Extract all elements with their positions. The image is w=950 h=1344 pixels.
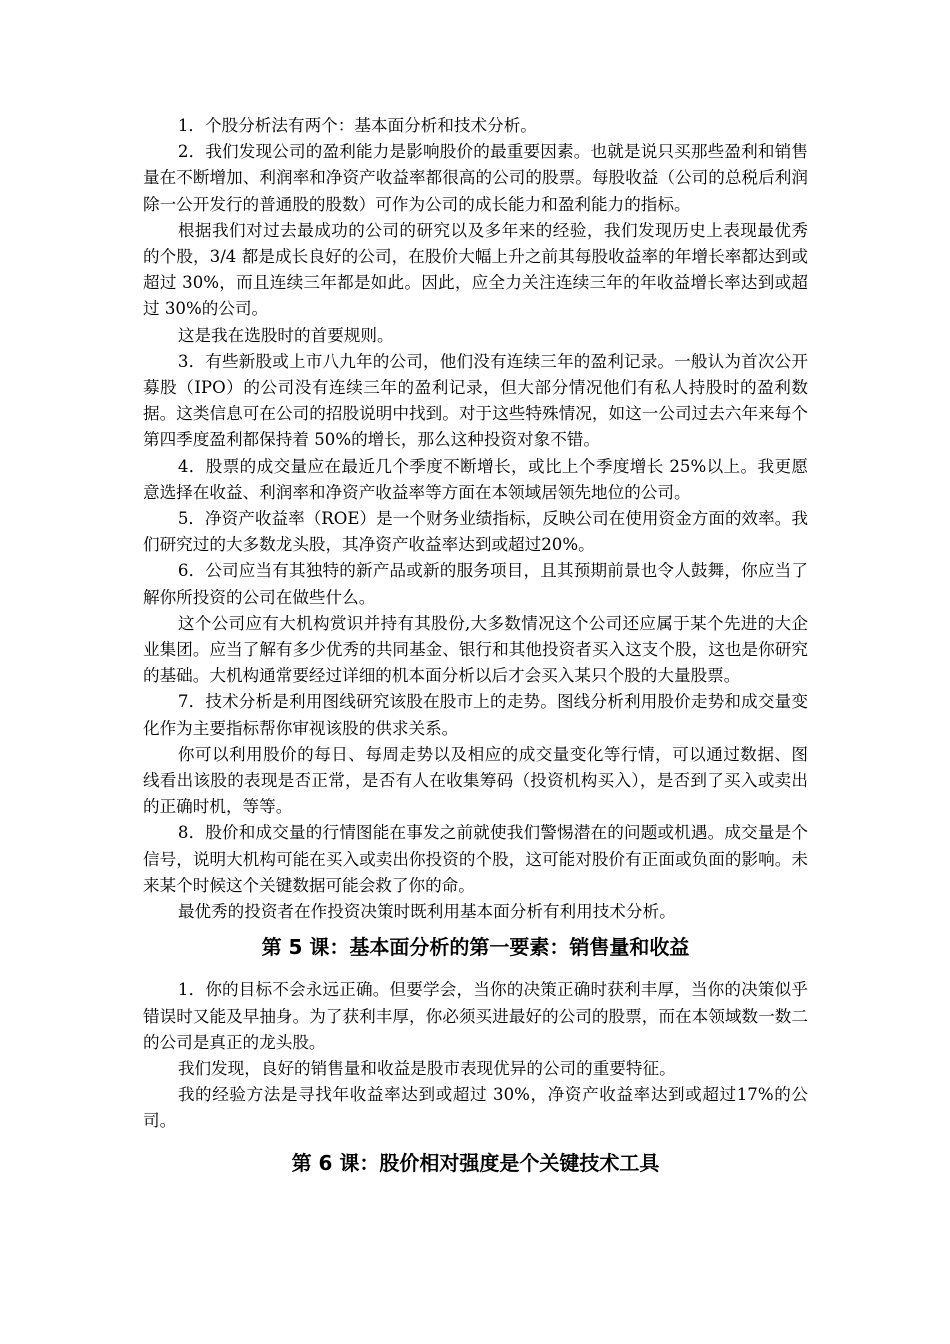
paragraph: 6．公司应当有其独特的新产品或新的服务项目，且其预期前景也令人鼓舞，你应当了解你所投资的公司在做些什么。 — [143, 561, 808, 607]
paragraph: 我们发现，良好的销售量和收益是股市表现优异的公司的重要特征。 — [177, 1058, 676, 1078]
document-page — [143, 113, 808, 1179]
paragraph: 最优秀的投资者在作投资决策时既利用基本面分析有利用技术分析。 — [177, 902, 676, 922]
paragraph: 5．净资产收益率（ROE）是一个财务业绩指标，反映公司在使用资金方面的效率。我们研究过的大多数龙头股，其净资产收益率达到或超过20%。 — [143, 509, 808, 555]
paragraph: 4．股票的成交量应在最近几个季度不断增长，或比上个季度增长 25%以上。我更愿意选择在收益、利润率和净资产收益率等方面在本领域居领先地位的公司。 — [143, 456, 808, 502]
paragraph: 这个公司应有大机构赏识并持有其股份,大多数情况这个公司还应属于某个先进的大企业集团。应当了解有多少优秀的共同基金、银行和其他投资者买入这支个股，这也是你研究的基础。大机构通常要经过详细的机本面分析以后才会买入某只个股的大量股票。 — [143, 613, 808, 686]
paragraph: 1．你的目标不会永远正确。但要学会，当你的决策正确时获利丰厚，当你的决策似乎错误时又能及早抽身。为了获利丰厚，你必须买进最好的公司的股票，而在本领域数一数二的公司是真正的龙头股。 — [143, 980, 808, 1052]
paragraph: 2．我们发现公司的盈利能力是影响股价的最重要因素。也就是说只买那些盈利和销售量在不断增加、利润率和净资产收益率都很高的公司的股票。每股收益（公司的总税后利润除一公开发行的普通股的股数）可作为公司的成长能力和盈利能力的指标。 — [143, 142, 808, 214]
paragraph: 这是我在选股时的首要规则。 — [177, 325, 394, 345]
paragraph: 7．技术分析是利用图线研究该股在股市上的走势。图线分析利用股价走势和成交量变化作为主要指标帮你审视该股的供求关系。 — [143, 692, 808, 738]
paragraph: 根据我们对过去最成功的公司的研究以及多年来的经验，我们发现历史上表现最优秀的个股，3/4 都是成长良好的公司，在股价大幅上升之前其每股收益率的年增长率都达到或超过 30%，而且连续三年都是如此。因此，应全力关注连续三年的年收益增长率达到或超过 30%的公司。 — [143, 220, 808, 319]
section-heading-lesson-5: 第 5 课：基本面分析的第一要素：销售量和收益 — [261, 935, 690, 960]
paragraph: 我的经验方法是寻找年收益率达到或超过 30%，净资产收益率达到或超过17%的公司。 — [143, 1085, 808, 1131]
paragraph: 3．有些新股或上市八九年的公司，他们没有连续三年的盈利记录。一般认为首次公开募股（IPO）的公司没有连续三年的盈利记录，但大部分情况他们有私人持股时的盈利数据。这类信息可在公司的招股说明中找到。对于这些特殊情况，如这一公司过去六年来每个第四季度盈利都保持着 50%的增长，那么这种投资对象不错。 — [143, 351, 808, 450]
section-heading-lesson-6: 第 6 课：股价相对强度是个关键技术工具 — [291, 1150, 660, 1175]
paragraph: 1．个股分析法有两个：基本面分析和技术分析。 — [177, 116, 537, 135]
paragraph: 8．股价和成交量的行情图能在事发之前就使我们警惕潜在的问题或机遇。成交量是个信号，说明大机构可能在买入或卖出你投资的个股，这可能对股价有正面或负面的影响。未来某个时候这个关键数据可能会救了你的命。 — [143, 823, 808, 895]
paragraph: 你可以利用股价的每日、每周走势以及相应的成交量变化等行情，可以通过数据、图线看出该股的表现是否正常，是否有人在收集筹码（投资机构买入），是否到了买入或卖出的正确时机，等等。 — [143, 744, 808, 817]
